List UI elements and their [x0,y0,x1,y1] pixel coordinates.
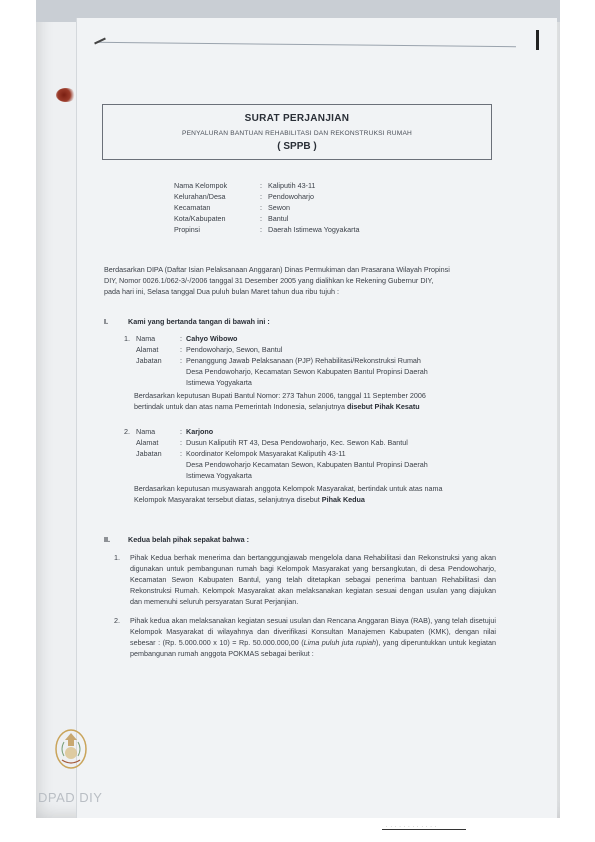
party-number: 2. [124,427,130,436]
intro-line: Berdasarkan DIPA (Daftar Isian Pelaksanaan Anggaran) Dinas Permukiman dan Prasarana Wilayah Propinsi [104,265,450,274]
section-title: Kedua belah pihak sepakat bahwa : [128,535,250,544]
section-number: II. [104,535,110,544]
archive-watermark: DPAD DIY [38,790,103,805]
party-name: Cahyo Wibowo [186,334,238,343]
position-label: Jabatan [136,356,162,365]
basis-line: bertindak untuk dan atas nama Pemerintah Indonesia, selanjutnya [134,402,347,411]
party-position [186,355,496,388]
basis-line: Berdasarkan keputusan musyawarah anggota Kelompok Masyarakat, bertindak untuk atas nama [134,484,443,493]
clause-item [114,552,496,607]
info-label: Nama Kelompok [174,181,228,190]
scanned-document [36,0,560,818]
address-label: Alamat [136,438,159,447]
info-value: Bantul [268,214,289,223]
position-line: Desa Pendowoharjo, Kecamatan Sewon Kabupaten Bantul Propinsi Daerah [186,367,428,376]
ink-stain [56,88,76,102]
info-row: Kota/Kabupaten : Bantul [174,214,289,223]
party-name: Karjono [186,427,214,436]
info-row: Kecamatan : Sewon [174,203,290,212]
info-value: Sewon [268,203,290,212]
info-label: Propinsi [174,225,200,234]
party-basis [124,390,496,412]
party-basis [124,483,496,505]
info-label: Kota/Kabupaten [174,214,226,223]
position-line: Koordinator Kelompok Masyarakat Kaliputih 43-11 [186,449,346,458]
footer-mark: · · · · · · · · · · · · [386,824,438,829]
party-address: Pendowoharjo, Sewon, Bantul [186,345,283,354]
info-label: Kecamatan [174,203,211,212]
party-2: 2. Nama : Karjono Alamat : Dusun Kaliputih RT 43, Desa Pendowoharjo, Kec. Sewon Kab. Bantul Jabatan : Koordinator Kelompok Masyarakat Kaliputih 43-11 Desa Pendowoharjo Kecamatan Sewon, Kabupaten Bantul Propinsi Daerah Istimewa Yogyakarta Berdasarkan keputusan musyawarah anggota Kelompok Masyarakat, bertindak untuk atas nama Kelompok Masyarakat tersebut diatas, selanjutnya disebut Pihak Kedua [124,426,496,505]
info-row: Nama Kelompok : Kaliputih 43-11 [174,181,316,190]
footer-line [382,829,466,830]
section-title: Kami yang bertanda tangan di bawah ini : [128,317,270,326]
info-label: Kelurahan/Desa [174,192,226,201]
info-value: Pendowoharjo [268,192,314,201]
section-number: I. [104,317,108,326]
title-box [102,104,492,160]
position-line: Desa Pendowoharjo Kecamatan Sewon, Kabupaten Bantul Propinsi Daerah [186,460,428,469]
party-number: 1. [124,334,130,343]
info-value: Kaliputih 43-11 [268,181,316,190]
clause-item [114,615,496,659]
clause-number: 1. [114,553,120,562]
document-code: ( SPPB ) [277,141,317,152]
intro-line: DIY, Nomor 0026.1/062-3/-/2006 tanggal 31 Desember 2005 yang dialihkan ke Rekening Gubernur DIY, [104,276,434,285]
party-designation: Pihak Kedua [321,495,365,504]
party-address: Dusun Kaliputih RT 43, Desa Pendowoharjo, Kec. Sewon Kab. Bantul [186,438,408,447]
position-label: Jabatan [136,449,162,458]
basis-line: Kelompok Masyarakat tersebut diatas, selanjutnya disebut [134,495,322,504]
address-label: Alamat [136,345,159,354]
document-subtitle: PENYALURAN BANTUAN REHABILITASI DAN REKONSTRUKSI RUMAH [181,130,413,137]
document-title: SURAT PERJANJIAN [244,113,350,124]
intro-paragraph [104,264,496,297]
party-1: 1. Nama : Cahyo Wibowo Alamat : Pendowoharjo, Sewon, Bantul Jabatan : Penanggung Jawab Pelaksanaan (PJP) Rehabilitasi/Rekonstruksi Rumah Desa Pendowoharjo, Kecamatan Sewon Kabupaten Bantul Propinsi Daerah Istimewa Yogyakarta Berdasarkan keputusan Bupati Bantul Nomor: 273 Tahun 2006, tanggal 11 September 2006 bertindak untuk dan atas nama Pemerintah Indonesia, selanjutnya disebut Pihak Kesatu [124,333,496,412]
party-position [186,448,496,481]
edge-mark [536,30,539,50]
regional-seal-icon [54,728,88,770]
clause-text: Pihak kedua akan melaksanakan kegiatan sesuai usulan dan Rencana Anggaran Biaya (RAB), yang telah disetujui Kelompok Masyarakat di wilayahnya dan diverifikasi Konsultan Manajemen Kabupaten (KMK), dengan nilai sebesar : (Rp. 5.000.000 x 10) = Rp. 50.000.000,00 (Lima puluh juta rupiah), yang diperuntukkan untuk kegiatan pembangunan rumah anggota POKMAS sebagai berikut : [130,616,496,658]
info-row: Propinsi : Daerah Istimewa Yogyakarta [174,225,360,234]
party-designation: disebut Pihak Kesatu [346,402,420,411]
intro-line: pada hari ini, Selasa tanggal Dua puluh bulan Maret tahun dua ribu tujuh : [104,287,339,296]
position-line: Penanggung Jawab Pelaksanaan (PJP) Rehabilitasi/Rekonstruksi Rumah [186,356,421,365]
position-line: Istimewa Yogyakarta [186,471,252,480]
document-page [96,96,536,816]
info-row: Kelurahan/Desa : Pendowoharjo [174,192,314,201]
position-line: Istimewa Yogyakarta [186,378,252,387]
info-value: Daerah Istimewa Yogyakarta [268,225,360,234]
basis-line: Berdasarkan keputusan Bupati Bantul Nomor: 273 Tahun 2006, tanggal 11 September 2006 [134,391,426,400]
clause-number: 2. [114,616,120,625]
group-info [174,180,360,235]
name-label: Nama [136,427,156,436]
name-label: Nama [136,334,156,343]
clause-list [114,552,496,667]
clause-text: Pihak Kedua berhak menerima dan bertanggungjawab mengelola dana Rehabilitasi dan Rekonstruksi yang akan digunakan untuk pembangunan rumah bagi Kelompok Masyarakat yang bersangkutan, di desa Pendowoharjo, Kecamatan Sewon Kabupaten Bantul, yang telah ditetapkan sebagai penerima bantuan Rehabilitasi dan Rekonstruksi Rumah. Kelompok Masyarakat akan melaksanakan kegiatan sesuai dengan usulan yang diajukan dan memenuhi seluruh persyaratan Surat Perjanjian. [130,553,496,606]
